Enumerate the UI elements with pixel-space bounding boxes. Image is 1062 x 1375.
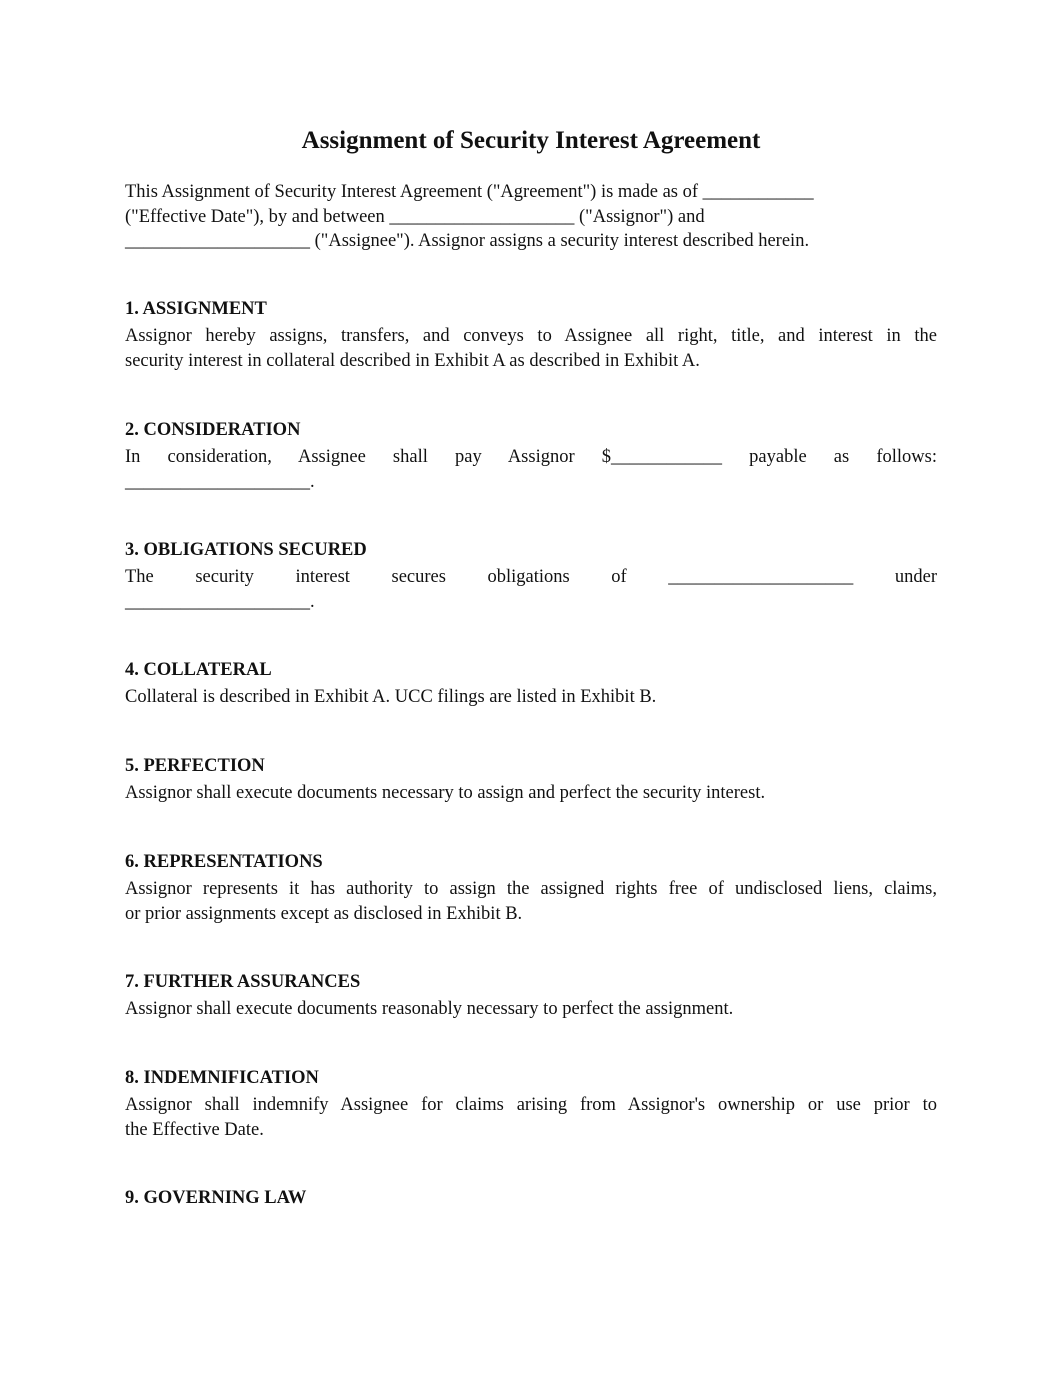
intro-paragraph bbox=[125, 180, 937, 254]
section-body-line: Assignor hereby assigns, transfers, and conveys to Assignee all right, title, and interest in the bbox=[125, 326, 937, 346]
section-heading-representations: 6. REPRESENTATIONS bbox=[125, 852, 323, 872]
intro-line-3: ____________________ ("Assignee"). Assignor assigns a security interest described herein. bbox=[125, 231, 810, 251]
section-body-line: ____________________. bbox=[125, 591, 315, 612]
section-body-assignment bbox=[125, 324, 937, 373]
section-heading-indemnification: 8. INDEMNIFICATION bbox=[125, 1068, 319, 1088]
section-body-line: ____________________. bbox=[125, 471, 315, 492]
section-body-further-assurances: Assignor shall execute documents reasonably necessary to perfect the assignment. bbox=[125, 999, 734, 1019]
section-body-representations bbox=[125, 877, 937, 926]
section-body-line: Assignor shall indemnify Assignee for claims arising from Assignor's ownership or use prior to bbox=[125, 1095, 937, 1115]
section-body-line: In consideration, Assignee shall pay Assignor $____________ payable as follows: bbox=[125, 447, 937, 467]
section-body-line: Assignor represents it has authority to assign the assigned rights free of undisclosed liens, claims, bbox=[125, 879, 937, 899]
section-heading-assignment: 1. ASSIGNMENT bbox=[125, 299, 267, 319]
section-heading-obligations-secured: 3. OBLIGATIONS SECURED bbox=[125, 540, 367, 560]
section-body-indemnification bbox=[125, 1093, 937, 1142]
section-body-collateral: Collateral is described in Exhibit A. UCC filings are listed in Exhibit B. bbox=[125, 687, 657, 707]
section-body-line: or prior assignments except as disclosed in Exhibit B. bbox=[125, 903, 523, 924]
section-heading-further-assurances: 7. FURTHER ASSURANCES bbox=[125, 972, 361, 992]
section-body-line: The security interest secures obligations of ____________________ under bbox=[125, 567, 937, 587]
document-title: Assignment of Security Interest Agreement bbox=[301, 127, 761, 154]
section-heading-consideration: 2. CONSIDERATION bbox=[125, 420, 301, 440]
intro-line-2: ("Effective Date"), by and between ____________________ ("Assignor") and bbox=[125, 206, 705, 227]
section-body-line: security interest in collateral described in Exhibit A as described in Exhibit A. bbox=[125, 350, 700, 371]
section-heading-perfection: 5. PERFECTION bbox=[125, 756, 265, 776]
section-body-consideration bbox=[125, 445, 937, 494]
section-body-line: the Effective Date. bbox=[125, 1119, 264, 1140]
section-body-perfection: Assignor shall execute documents necessary to assign and perfect the security interest. bbox=[125, 783, 766, 803]
section-heading-governing-law: 9. GOVERNING LAW bbox=[125, 1188, 307, 1208]
section-heading-collateral: 4. COLLATERAL bbox=[125, 660, 272, 680]
intro-line-1: This Assignment of Security Interest Agreement ("Agreement") is made as of ____________ bbox=[125, 182, 814, 202]
section-body-obligations-secured bbox=[125, 565, 937, 614]
